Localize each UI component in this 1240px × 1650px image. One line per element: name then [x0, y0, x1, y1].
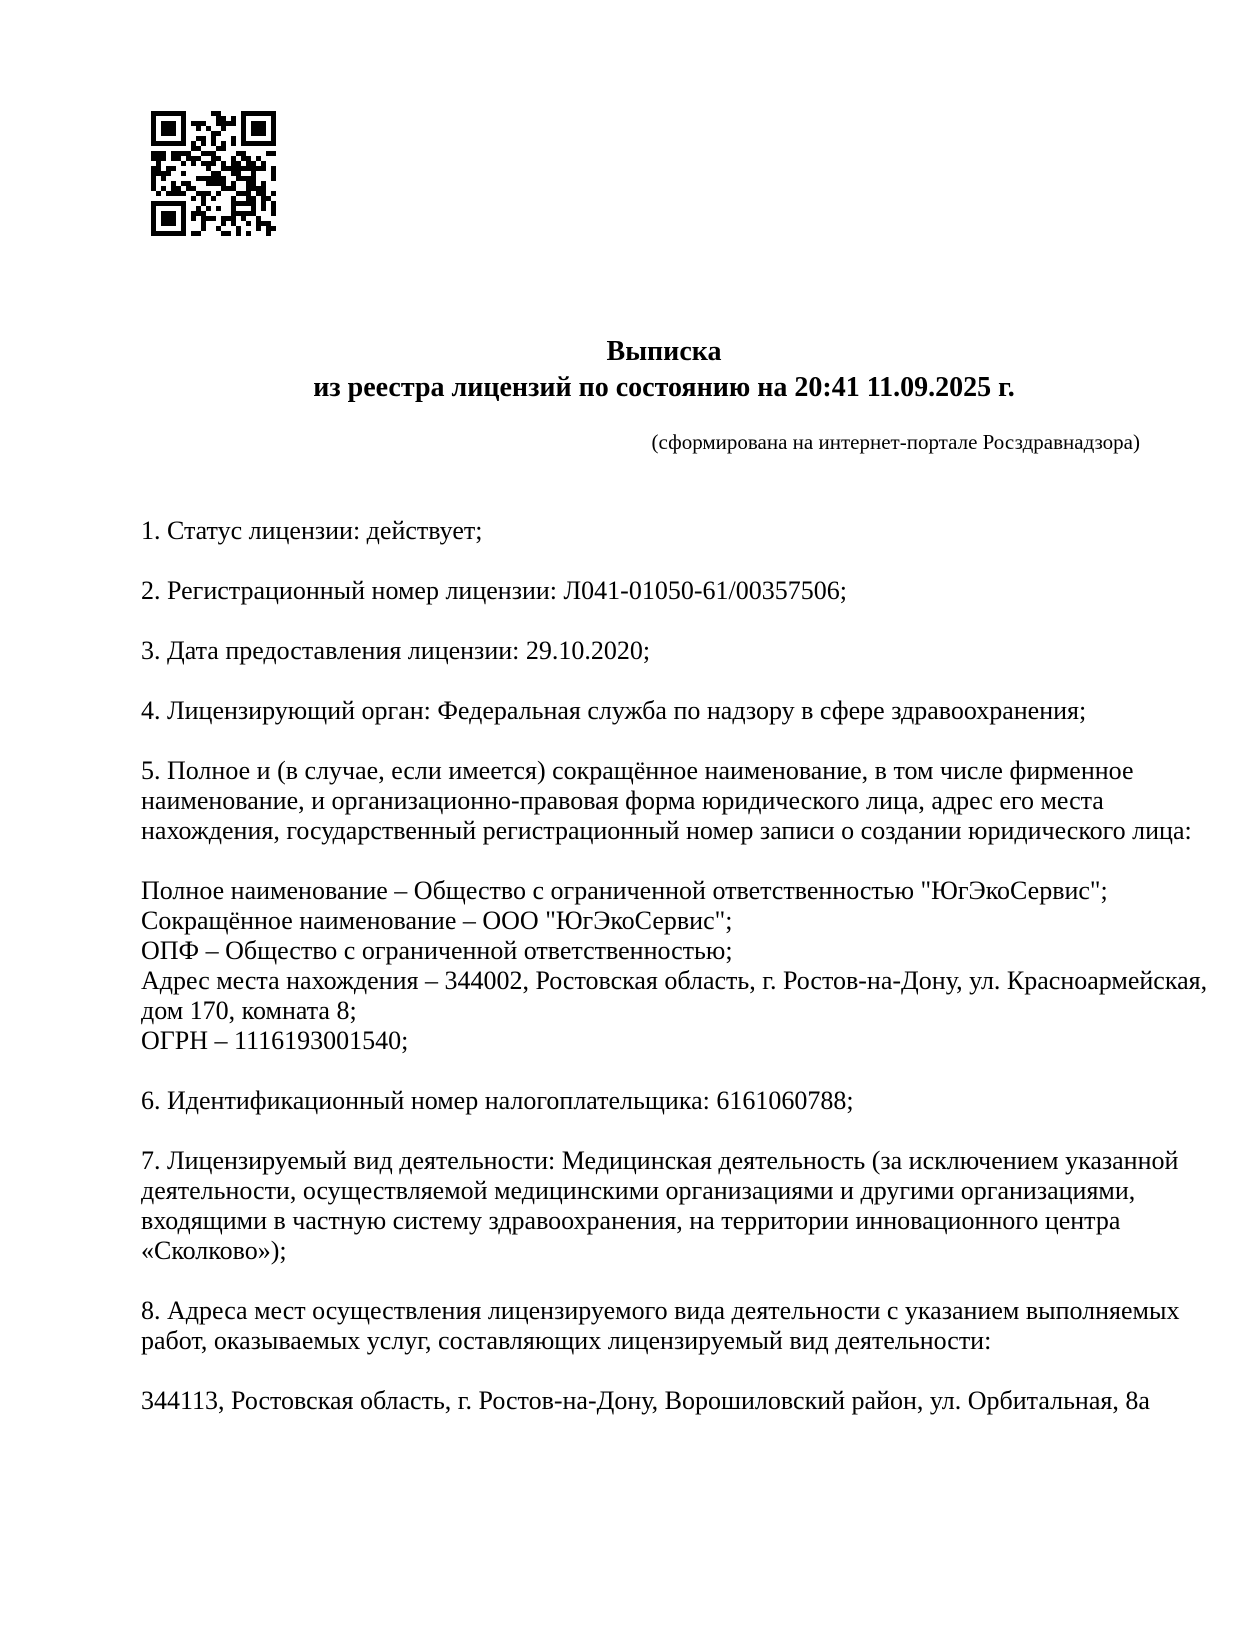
- paragraph-organization-details: [141, 876, 1211, 1056]
- document-title-line2: из реестра лицензий по состоянию на 20:41 11.09.2025 г.: [313, 372, 1015, 403]
- paragraph-activity-addresses-heading-line: работ, оказываемых услуг, составляющих лицензируемый вид деятельности:: [141, 1326, 992, 1355]
- paragraph-activity-addresses-heading: [141, 1296, 1211, 1356]
- paragraph-registration-number-line: 2. Регистрационный номер лицензии: Л041-01050-61/00357506;: [141, 576, 847, 605]
- document-body: [141, 516, 1211, 1446]
- document-title-line1: Выписка: [606, 336, 722, 367]
- paragraph-name-and-form-heading-line: наименование, и организационно-правовая форма юридического лица, адрес его места: [141, 786, 1104, 815]
- paragraph-licensed-activity: [141, 1146, 1211, 1266]
- document-subtitle: (сформирована на интернет-портале Росздравнадзора): [651, 430, 1140, 454]
- paragraph-licensed-activity-line: «Сколково»);: [141, 1236, 287, 1265]
- paragraph-activity-address-line: 344113, Ростовская область, г. Ростов-на-Дону, Ворошиловский район, ул. Орбитальная, 8а: [141, 1386, 1150, 1415]
- paragraph-grant-date-line: 3. Дата предоставления лицензии: 29.10.2020;: [141, 636, 651, 665]
- paragraph-name-and-form-heading-line: нахождения, государственный регистрационный номер записи о создании юридического лица:: [141, 816, 1192, 845]
- paragraph-organization-details-line: Сокращённое наименование – ООО "ЮгЭкоСервис";: [141, 906, 733, 935]
- document-title: [88, 334, 1240, 406]
- paragraph-licensed-activity-line: 7. Лицензируемый вид деятельности: Медицинская деятельность (за исключением указанной: [141, 1146, 1179, 1175]
- paragraph-registration-number: [141, 576, 1211, 606]
- paragraph-name-and-form-heading-line: 5. Полное и (в случае, если имеется) сокращённое наименование, в том числе фирменное: [141, 756, 1134, 785]
- paragraph-license-status: [141, 516, 1211, 546]
- paragraph-organization-details-line: ОГРН – 1116193001540;: [141, 1026, 409, 1055]
- qr-code-icon: [151, 111, 276, 236]
- paragraph-taxpayer-number: [141, 1086, 1211, 1116]
- paragraph-organization-details-line: Адрес места нахождения – 344002, Ростовская область, г. Ростов-на-Дону, ул. Красноармейская,: [141, 966, 1208, 995]
- paragraph-activity-address: [141, 1386, 1211, 1416]
- paragraph-organization-details-line: ОПФ – Общество с ограниченной ответственностью;: [141, 936, 733, 965]
- paragraph-taxpayer-number-line: 6. Идентификационный номер налогоплательщика: 6161060788;: [141, 1086, 854, 1115]
- paragraph-licensed-activity-line: входящими в частную систему здравоохранения, на территории инновационного центра: [141, 1206, 1121, 1235]
- paragraph-organization-details-line: дом 170, комната 8;: [141, 996, 357, 1025]
- paragraph-licensing-authority: [141, 696, 1211, 726]
- paragraph-organization-details-line: Полное наименование – Общество с ограниченной ответственностью "ЮгЭкоСервис";: [141, 876, 1108, 905]
- paragraph-activity-addresses-heading-line: 8. Адреса мест осуществления лицензируемого вида деятельности с указанием выполняемых: [141, 1296, 1180, 1325]
- paragraph-name-and-form-heading: [141, 756, 1211, 846]
- paragraph-licensing-authority-line: 4. Лицензирующий орган: Федеральная служба по надзору в сфере здравоохранения;: [141, 696, 1087, 725]
- paragraph-grant-date: [141, 636, 1211, 666]
- paragraph-licensed-activity-line: деятельности, осуществляемой медицинскими организациями и другими организациями,: [141, 1176, 1136, 1205]
- paragraph-license-status-line: 1. Статус лицензии: действует;: [141, 516, 483, 545]
